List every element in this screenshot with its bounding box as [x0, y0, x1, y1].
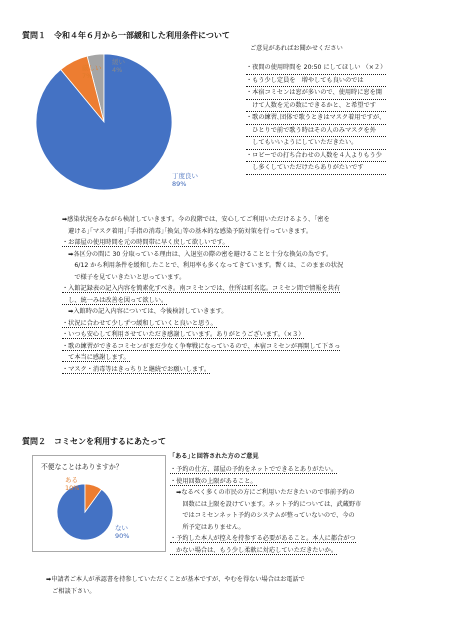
q1-opinion-line: けて人数を元の数にできるかと、と希望です — [246, 100, 386, 113]
q2-opinion-line: ・予約の仕方、部屋の予約をネットでできるとありがたい。 — [170, 466, 338, 473]
q1-opinion-line: ・歌の練習､団体で歌うときはマスク着用ですが、 — [246, 112, 386, 125]
q1-response-line: ・入館記録表の記入内容を簡素化すべき。南コミセンでは、住所は町名迄。コミセン間で情報を共有 — [62, 285, 341, 292]
q2-response-line: ➡申請者ご本人が承認書を持参していただくことが基本ですが、やむを得ない場合はお電話で — [46, 576, 305, 583]
q2-title: 質問２ コミセンを利用するにあたって — [22, 437, 166, 446]
q2-response — [46, 574, 305, 597]
q1-opinions-title: ご意見があればお聞かせください — [250, 45, 343, 52]
q2-pie-chart — [33, 456, 165, 551]
q2-opinions-title: ｢ある｣と回答された方のご意見 — [172, 453, 259, 460]
q1-response-line: ・お部屋の使用時間を元の時間帯に早く戻して欲しいです。 — [62, 239, 229, 246]
q1-response-line: ・いつも安心して利用させていただき感謝しています。ありがとうございます。（×３） — [62, 331, 305, 338]
q1-response-line: ➡感染状況をみながら検討していきます。今の段階では、安心してご利用いただけるよう、｢密を — [62, 216, 330, 223]
q2-opinion-line: かない場合は、もう少し柔軟に対応していただきたいか。 — [170, 546, 338, 554]
q2-label-yes: ある 10% — [65, 476, 80, 492]
q1-label-loose: 緩い 4% — [112, 58, 125, 74]
q1-opinion-line: ・夜間の使用時間を 20:50 にしてほしい （×２） — [246, 62, 386, 75]
q2-opinion-line: ➡なるべく多くの市民の方にご利用いただきたいので事前予約の — [170, 489, 355, 496]
q1-response-line: ・歌の練習ができるコミセンがまだ少なく争奪戦になっているので、本宿コミセンが再開して下さっ — [62, 342, 341, 350]
q2-opinion-line: 所予定はありません。 — [170, 523, 245, 531]
q1-opinion-line: ・もう少し定員を 増やしても良いのでは — [246, 75, 386, 88]
q1-opinion-line: ・本宿コミセンは窓が多いので、使用時に窓を開 — [246, 87, 386, 100]
q1-response-line: ・マスク・消毒等はきっちりと継続でお願いします。 — [62, 365, 211, 373]
q1-opinion-line: し多くしていただけたらありがたいです — [246, 162, 386, 175]
q1-response-line: で様子を見ていきたいと思っています。 — [62, 273, 186, 281]
q1-title: 質問１ 令和４年６月から一部緩和した利用条件について — [22, 31, 230, 40]
q1-label-just-right: 丁度良い 89% — [172, 172, 198, 188]
q1-opinion-line: ひとりで前で歌う時はその人のみマスクを外 — [246, 125, 386, 138]
q1-response-line: ➡入館時の記入内容については、今後検討していきます。 — [62, 308, 228, 315]
q1-response-line: ➡各区分の間に 30 分取っている理由は、入退室の際の密を避けることと十分な換気の為です。 — [62, 250, 333, 258]
q2-opinion-line: ではコミセンネット予約のシステムが整っていないので、今の — [170, 512, 355, 519]
q1-response-line: て本当に感謝します。 — [62, 354, 130, 361]
q1-responses — [62, 214, 343, 375]
q1-pie-slice-0 — [36, 54, 172, 190]
q1-response-line: し、統一みは改善を図って欲しい。 — [62, 296, 168, 304]
q1-opinion-line: ・ロビーでの打ち合わせの人数を４人よりもう少 — [246, 150, 386, 163]
q1-response-line: 6/12 から利用条件を緩和したことで、利用率も多くなってきています。暫くは、このままの状況 — [62, 262, 344, 269]
q2-opinion-line: ・予約した本人が控えを持参する必要があること。本人に都合がつ — [170, 535, 356, 542]
q1-opinions-list — [246, 62, 386, 175]
q2-chart-title: 不便なことはありますか？ — [41, 463, 123, 471]
q2-response-line: ご相談下さい。 — [46, 587, 96, 595]
q1-opinion-line: してもいいようにしていただきたい。 — [246, 137, 386, 150]
q2-opinion-line: 回数には上限を設けています。ネット予約については、武蔵野市 — [170, 500, 362, 508]
q2-label-no: ない 90% — [115, 524, 130, 540]
q2-chart-frame — [32, 455, 166, 552]
q1-response-line: 避ける｣｢マスク着用｣｢手指の消毒｣｢換気｣等の基本的な感染予防対策を行っていきます。 — [62, 227, 313, 235]
q2-opinion-line: ・使用回数の上限があること。 — [170, 477, 257, 485]
q1-label-strict: 厳しい 7% — [82, 64, 102, 80]
q1-response-line: ・状況に合わせて少しずつ緩和していくと良いと思う。 — [62, 319, 217, 327]
q2-opinions-list — [170, 464, 361, 556]
